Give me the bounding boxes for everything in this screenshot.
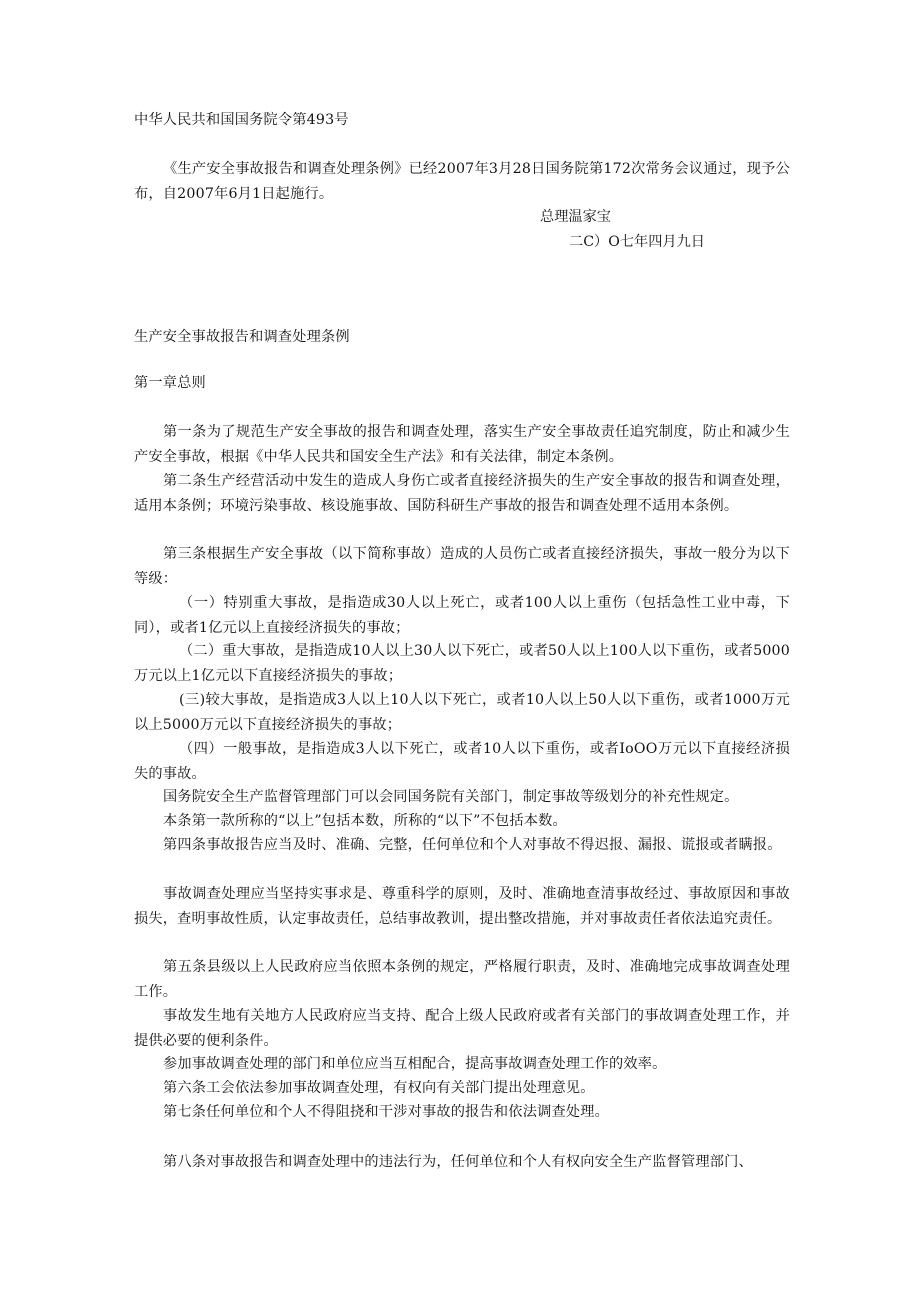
decree-date: 二C）O七年四月九日 bbox=[569, 234, 705, 250]
regulation-title: 生产安全事故报告和调查处理条例 bbox=[134, 329, 350, 345]
article-3-definition: 本条第一款所称的“以上”包括本数，所称的“以下”不包括本数。 bbox=[163, 813, 567, 829]
article-6: 第六条工会依法参加事故调查处理，有权向有关部门提出处理意见。 bbox=[163, 1080, 595, 1096]
chapter-heading: 第一章总则 bbox=[134, 375, 206, 391]
article-4: 第四条事故报告应当及时、准确、完整，任何单位和个人对事故不得迟报、漏报、谎报或者瞒报。 bbox=[163, 837, 782, 853]
article-3-item-4: （四）一般事故，是指造成3人以下死亡，或者10人以下重伤，或者IoOO万元以下直接经济损失的事故。 bbox=[134, 741, 790, 782]
article-2: 第二条生产经营活动中发生的造成人身伤亡或者直接经济损失的生产安全事故的报告和调查处理，适用本条例；环境污染事故、核设施事故、国防科研生产事故的报告和调查处理不适用本条例。 bbox=[134, 473, 790, 514]
article-8: 第八条对事故报告和调查处理中的违法行为，任何单位和个人有权向安全生产监督管理部门、 bbox=[163, 1154, 753, 1170]
signatory: 总理温家宝 bbox=[540, 209, 611, 225]
article-5-cooperation: 参加事故调查处理的部门和单位应当互相配合，提高事故调查处理工作的效率。 bbox=[163, 1056, 667, 1072]
decree-announcement: 《生产安全事故报告和调查处理条例》已经2007年3月28日国务院第172次常务会议通过，现予公布，自2007年6月1日起施行。 bbox=[134, 161, 790, 202]
article-7: 第七条任何单位和个人不得阻挠和干涉对事故的报告和依法调查处理。 bbox=[163, 1104, 610, 1120]
article-3-item-2: （二）重大事故，是指造成10人以上30人以下死亡，或者50人以上100人以下重伤，或者5000万元以上1亿元以下直接经济损失的事故； bbox=[134, 643, 790, 684]
article-3: 第三条根据生产安全事故（以下简称事故）造成的人员伤亡或者直接经济损失，事故一般分为以下等级： bbox=[134, 546, 790, 587]
decree-title: 中华人民共和国国务院令第493号 bbox=[134, 112, 349, 128]
article-3-item-1: （一）特别重大事故，是指造成30人以上死亡，或者100人以上重伤（包括急性工业中毒，下同），或者1亿元以上直接经济损失的事故； bbox=[134, 595, 790, 636]
article-1: 第一条为了规范生产安全事故的报告和调查处理，落实生产安全事故责任追究制度，防止和减少生产安全事故，根据《中华人民共和国安全生产法》和有关法律，制定本条例。 bbox=[134, 424, 790, 465]
article-5-local-gov: 事故发生地有关地方人民政府应当支持、配合上级人民政府或者有关部门的事故调查处理工作，并提供必要的便利条件。 bbox=[134, 1008, 790, 1049]
article-5: 第五条县级以上人民政府应当依照本条例的规定，严格履行职责，及时、准确地完成事故调查处理工作。 bbox=[134, 959, 790, 1000]
article-3-item-3: (三)较大事故，是指造成3人以上10人以下死亡，或者10人以上50人以下重伤，或者1000万元以上5000万元以下直接经济损失的事故； bbox=[134, 692, 790, 733]
article-4-principle: 事故调查处理应当坚持实事求是、尊重科学的原则，及时、准确地查清事故经过、事故原因和事故损失，查明事故性质，认定事故责任，总结事故教训，提出整改措施，并对事故责任者依法追究责任。 bbox=[134, 886, 790, 927]
article-3-supplement: 国务院安全生产监督管理部门可以会同国务院有关部门，制定事故等级划分的补充性规定。 bbox=[163, 789, 739, 805]
